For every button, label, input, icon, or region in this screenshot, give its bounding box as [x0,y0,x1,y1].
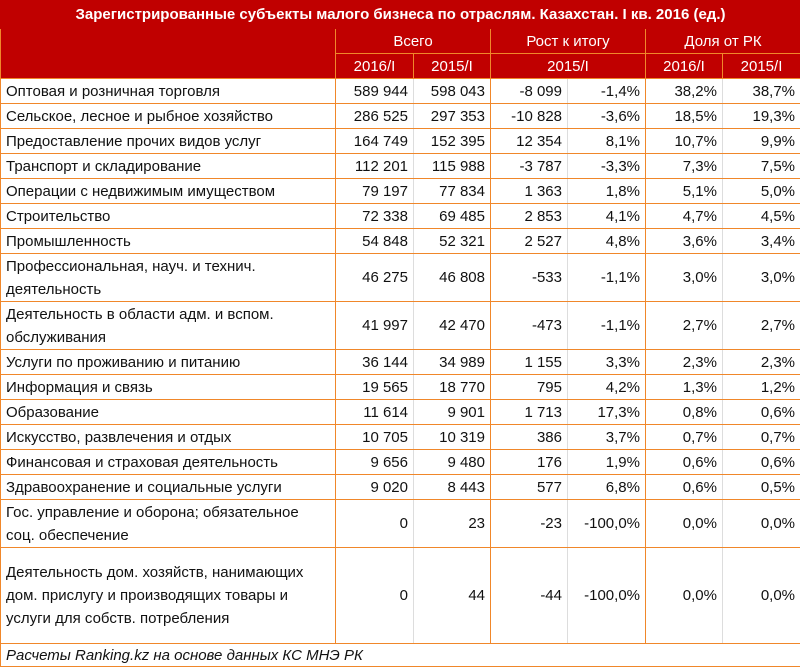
growth-pct: -3,6% [568,104,646,129]
row-name: Операции с недвижимым имуществом [1,179,336,204]
share-2016: 0,8% [646,400,723,425]
table-row [1,302,800,350]
header-share-2016: 2016/I [646,54,723,79]
growth-pct: 4,8% [568,229,646,254]
value-2015: 34 989 [414,350,491,375]
table-row [1,104,800,129]
table-row [1,375,800,400]
growth-abs: 1 363 [491,179,568,204]
share-2015: 0,7% [723,425,800,450]
table-row [1,425,800,450]
table-row [1,179,800,204]
share-2015: 0,0% [723,548,800,644]
growth-abs: 176 [491,450,568,475]
table-row [1,229,800,254]
value-2016: 112 201 [336,154,414,179]
growth-pct: -1,4% [568,79,646,104]
share-2015: 1,2% [723,375,800,400]
share-2015: 2,7% [723,302,800,350]
table-row [1,500,800,548]
value-2015: 18 770 [414,375,491,400]
value-2015: 9 901 [414,400,491,425]
value-2016: 11 614 [336,400,414,425]
row-name: Информация и связь [1,375,336,400]
growth-abs: 795 [491,375,568,400]
header-total: Всего [336,29,491,54]
growth-pct: -100,0% [568,548,646,644]
growth-abs: -23 [491,500,568,548]
header-total-2015: 2015/I [414,54,491,79]
row-name: Образование [1,400,336,425]
header-share: Доля от РК [646,29,800,54]
growth-pct: -100,0% [568,500,646,548]
value-2016: 286 525 [336,104,414,129]
value-2016: 0 [336,548,414,644]
growth-abs: 386 [491,425,568,450]
share-2015: 4,5% [723,204,800,229]
share-2016: 5,1% [646,179,723,204]
value-2016: 10 705 [336,425,414,450]
share-2015: 5,0% [723,179,800,204]
table-row [1,79,800,104]
share-2016: 3,0% [646,254,723,302]
growth-pct: 1,8% [568,179,646,204]
share-2015: 2,3% [723,350,800,375]
share-2016: 18,5% [646,104,723,129]
share-2016: 2,7% [646,302,723,350]
table-row [1,154,800,179]
growth-abs: -533 [491,254,568,302]
table-row [1,400,800,425]
value-2016: 164 749 [336,129,414,154]
growth-pct: 4,1% [568,204,646,229]
growth-pct: 3,3% [568,350,646,375]
row-name: Услуги по проживанию и питанию [1,350,336,375]
value-2015: 598 043 [414,79,491,104]
row-name: Здравоохранение и социальные услуги [1,475,336,500]
growth-pct: 6,8% [568,475,646,500]
share-2015: 3,0% [723,254,800,302]
value-2015: 77 834 [414,179,491,204]
share-2015: 9,9% [723,129,800,154]
growth-pct: 4,2% [568,375,646,400]
share-2016: 0,0% [646,500,723,548]
row-name: Финансовая и страховая деятельность [1,450,336,475]
value-2016: 41 997 [336,302,414,350]
share-2016: 0,6% [646,450,723,475]
value-2016: 54 848 [336,229,414,254]
share-2015: 0,5% [723,475,800,500]
growth-abs: 1 155 [491,350,568,375]
value-2016: 0 [336,500,414,548]
value-2015: 52 321 [414,229,491,254]
value-2015: 69 485 [414,204,491,229]
value-2015: 23 [414,500,491,548]
share-2015: 0,6% [723,450,800,475]
value-2016: 589 944 [336,79,414,104]
share-2016: 38,2% [646,79,723,104]
value-2015: 42 470 [414,302,491,350]
share-2016: 3,6% [646,229,723,254]
value-2016: 46 275 [336,254,414,302]
share-2016: 10,7% [646,129,723,154]
share-2015: 3,4% [723,229,800,254]
share-2016: 4,7% [646,204,723,229]
row-name: Оптовая и розничная торговля [1,79,336,104]
table-row [1,204,800,229]
row-name: Сельское, лесное и рыбное хозяйство [1,104,336,129]
share-2016: 0,0% [646,548,723,644]
share-2016: 1,3% [646,375,723,400]
table-row [1,129,800,154]
value-2016: 36 144 [336,350,414,375]
growth-abs: 2 853 [491,204,568,229]
growth-pct: 1,9% [568,450,646,475]
header-blank [1,29,336,79]
growth-pct: 3,7% [568,425,646,450]
share-2015: 0,0% [723,500,800,548]
table-title: Зарегистрированные субъекты малого бизнеса по отраслям. Казахстан. I кв. 2016 (ед.) [1,1,800,29]
growth-abs: 577 [491,475,568,500]
growth-abs: 12 354 [491,129,568,154]
share-2016: 7,3% [646,154,723,179]
value-2015: 8 443 [414,475,491,500]
row-name: Гос. управление и оборона; обязательное соц. обеспечение [1,500,336,548]
value-2015: 10 319 [414,425,491,450]
value-2015: 46 808 [414,254,491,302]
growth-pct: 8,1% [568,129,646,154]
share-2015: 0,6% [723,400,800,425]
header-growth: Рост к итогу [491,29,646,54]
header-share-2015: 2015/I [723,54,800,79]
header-growth-2015: 2015/I [491,54,646,79]
growth-abs: 1 713 [491,400,568,425]
value-2016: 72 338 [336,204,414,229]
share-2015: 38,7% [723,79,800,104]
row-name: Предоставление прочих видов услуг [1,129,336,154]
value-2016: 9 656 [336,450,414,475]
share-2016: 2,3% [646,350,723,375]
value-2015: 9 480 [414,450,491,475]
table-row [1,254,800,302]
growth-abs: -473 [491,302,568,350]
growth-pct: -1,1% [568,254,646,302]
row-name: Строительство [1,204,336,229]
share-2016: 0,7% [646,425,723,450]
growth-pct: -1,1% [568,302,646,350]
share-2016: 0,6% [646,475,723,500]
growth-abs: -44 [491,548,568,644]
share-2015: 7,5% [723,154,800,179]
growth-abs: 2 527 [491,229,568,254]
row-name: Деятельность дом. хозяйств, нанимающих дом. прислугу и производящих товары и услуги для собств. потребления [1,548,336,644]
header-total-2016: 2016/I [336,54,414,79]
row-name: Транспорт и складирование [1,154,336,179]
growth-abs: -8 099 [491,79,568,104]
row-name: Деятельность в области адм. и вспом. обслуживания [1,302,336,350]
value-2015: 152 395 [414,129,491,154]
table-row [1,450,800,475]
value-2015: 44 [414,548,491,644]
growth-abs: -3 787 [491,154,568,179]
table-row [1,350,800,375]
table-row [1,548,800,644]
value-2016: 9 020 [336,475,414,500]
table-row [1,475,800,500]
growth-abs: -10 828 [491,104,568,129]
row-name: Искусство, развлечения и отдых [1,425,336,450]
growth-pct: 17,3% [568,400,646,425]
value-2016: 19 565 [336,375,414,400]
value-2015: 115 988 [414,154,491,179]
growth-pct: -3,3% [568,154,646,179]
share-2015: 19,3% [723,104,800,129]
row-name: Профессиональная, науч. и технич. деятельность [1,254,336,302]
value-2015: 297 353 [414,104,491,129]
row-name: Промышленность [1,229,336,254]
value-2016: 79 197 [336,179,414,204]
source-note: Расчеты Ranking.kz на основе данных КС МНЭ РК [1,644,800,667]
